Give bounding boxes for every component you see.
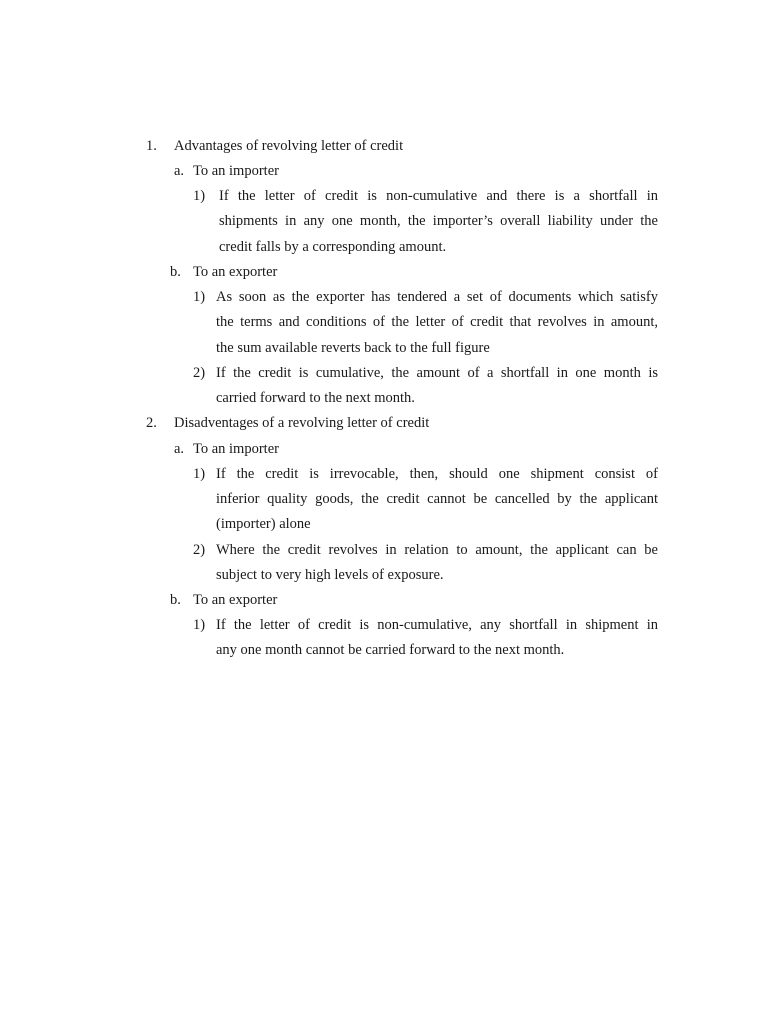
point-text-line: (importer) alone [216, 516, 311, 532]
point-number: 2) [193, 365, 206, 381]
point-text-line: If the credit is cumulative, the amount of a shortfall in one month is [216, 365, 658, 381]
point-text-line: the terms and conditions of the letter of credit that revolves in amount, [216, 314, 658, 330]
point-text-line: shipments in any one month, the importer’s overall liability under the [219, 213, 658, 229]
subsection-heading: To an importer [193, 163, 279, 179]
point-text-line: any one month cannot be carried forward to the next month. [216, 642, 565, 658]
subsection-letter: a. [174, 441, 185, 457]
point-number: 1) [193, 188, 206, 204]
point-text-line: subject to very high levels of exposure. [216, 567, 444, 583]
subsection-letter: b. [170, 264, 181, 280]
point-number: 1) [193, 466, 206, 482]
section-number: 1. [146, 138, 157, 154]
point-text-line: As soon as the exporter has tendered a set of documents which satisfy [216, 289, 658, 305]
point-text-line: Where the credit revolves in relation to amount, the applicant can be [216, 542, 658, 558]
point-number: 2) [193, 542, 206, 558]
point-text-line: carried forward to the next month. [216, 390, 415, 406]
point-text-line: credit falls by a corresponding amount. [219, 239, 447, 255]
subsection-letter: b. [170, 592, 181, 608]
subsection-heading: To an exporter [193, 592, 278, 608]
section-number: 2. [146, 415, 157, 431]
subsection-heading: To an exporter [193, 264, 278, 280]
subsection-letter: a. [174, 163, 185, 179]
point-number: 1) [193, 617, 206, 633]
point-number: 1) [193, 289, 206, 305]
point-text-line: the sum available reverts back to the full figure [216, 340, 490, 356]
section-title: Disadventages of a revolving letter of credit [174, 415, 430, 431]
subsection-heading: To an importer [193, 441, 279, 457]
point-text-line: If the letter of credit is non-cumulative and there is a shortfall in [219, 188, 658, 204]
point-text-line: If the letter of credit is non-cumulative, any shortfall in shipment in [216, 617, 658, 633]
point-text-line: If the credit is irrevocable, then, should one shipment consist of [216, 466, 658, 482]
point-text-line: inferior quality goods, the credit cannot be cancelled by the applicant [216, 491, 658, 507]
section-title: Advantages of revolving letter of credit [174, 138, 404, 154]
